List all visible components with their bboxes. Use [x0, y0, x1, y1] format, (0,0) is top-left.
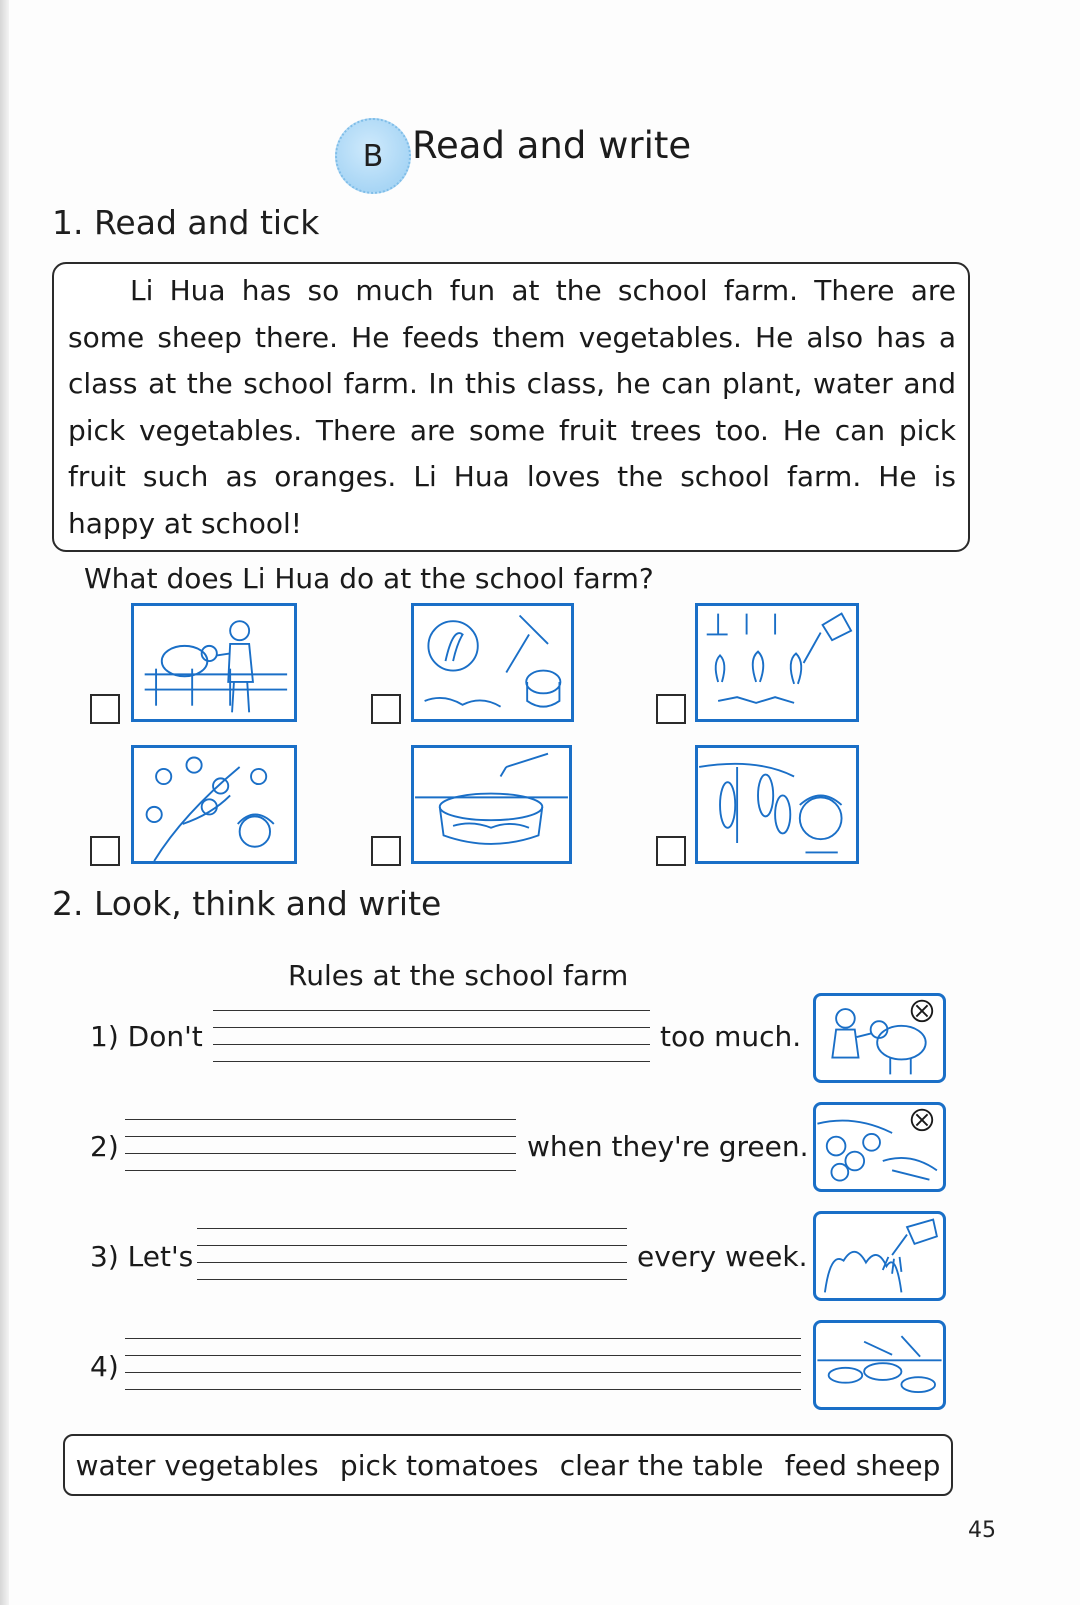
rule-2-ending: when they're green. [527, 1130, 809, 1163]
watering-vegetables-icon [698, 606, 856, 719]
tick-box-1[interactable] [90, 694, 120, 724]
planting-cabbage-picture [411, 603, 574, 722]
section-title: Read and write [412, 124, 692, 167]
rule-3-line-3 [197, 1262, 627, 1263]
word-bank [63, 1434, 953, 1496]
picking-eggplants-icon [698, 748, 856, 861]
tick-box-2[interactable] [371, 694, 401, 724]
word-bank-item: clear the table [559, 1448, 764, 1482]
question-text: What does Li Hua do at the school farm? [84, 562, 654, 595]
passage-text: Li Hua has so much fun at the school farm. There are some sheep there. He feeds them vegetables. He also has a class at the school farm. In this class, he can plant, water and pick vegetables. There are some fruit trees too. He can pick fruit such as oranges. Li Hua loves the school farm. He is happy at school! [68, 274, 956, 540]
rule-2-line-3 [125, 1153, 516, 1154]
tick-box-6[interactable] [656, 836, 686, 866]
rule-2-picture [813, 1102, 946, 1192]
rule-2-line-1 [125, 1119, 516, 1120]
page-number: 45 [968, 1518, 996, 1543]
page-spine-shadow [0, 0, 9, 1605]
picking-oranges-picture [131, 745, 297, 864]
rule-3-number: 3) Let's [90, 1240, 194, 1273]
rule-1-line-4 [213, 1061, 650, 1062]
tick-box-3[interactable] [656, 694, 686, 724]
rule-4-line-2 [125, 1355, 801, 1356]
rule-1-number: 1) Don't [90, 1020, 203, 1053]
rule-3-ending: every week. [637, 1240, 808, 1273]
word-bank-item: feed sheep [784, 1448, 941, 1482]
section-badge-letter: B [362, 138, 384, 174]
rule-4-number: 4) [90, 1350, 119, 1383]
rule-1-line-3 [213, 1044, 650, 1045]
rule-2-line-2 [125, 1136, 516, 1137]
rule-4-line-4 [125, 1389, 801, 1390]
picking-tomatoes-icon [816, 1105, 943, 1189]
rule-3-picture [813, 1211, 946, 1301]
cooking-pot-picture [411, 745, 572, 864]
rule-4-line-1 [125, 1338, 801, 1339]
tick-box-4[interactable] [90, 836, 120, 866]
part2-heading: 2. Look, think and write [52, 884, 442, 923]
picking-oranges-icon [134, 748, 294, 861]
rule-2-number: 2) [90, 1130, 119, 1163]
rule-4-picture [813, 1320, 946, 1410]
section-badge [335, 118, 411, 194]
rule-3-line-2 [197, 1245, 627, 1246]
rule-4-line-3 [125, 1372, 801, 1373]
feeding-sheep-icon [816, 996, 943, 1080]
clearing-table-icon [816, 1323, 943, 1407]
word-bank-item: water vegetables [75, 1448, 319, 1482]
watering-vegetables-picture [695, 603, 859, 722]
planting-cabbage-icon [414, 606, 571, 719]
rules-title: Rules at the school farm [288, 959, 629, 992]
tick-box-5[interactable] [371, 836, 401, 866]
picking-eggplants-picture [695, 745, 859, 864]
rule-3-line-1 [197, 1228, 627, 1229]
rule-3-line-4 [197, 1279, 627, 1280]
boy-feeding-sheep-picture [131, 603, 297, 722]
rule-1-picture [813, 993, 946, 1083]
part1-heading: 1. Read and tick [52, 203, 320, 242]
watering-plants-icon [816, 1214, 943, 1298]
rule-2-line-4 [125, 1170, 516, 1171]
cooking-pot-icon [414, 748, 569, 861]
rule-1-ending: too much. [660, 1020, 802, 1053]
word-bank-item: pick tomatoes [339, 1448, 539, 1482]
rule-1-line-1 [213, 1010, 650, 1011]
rule-1-line-2 [213, 1027, 650, 1028]
boy-feeding-sheep-icon [134, 606, 294, 719]
